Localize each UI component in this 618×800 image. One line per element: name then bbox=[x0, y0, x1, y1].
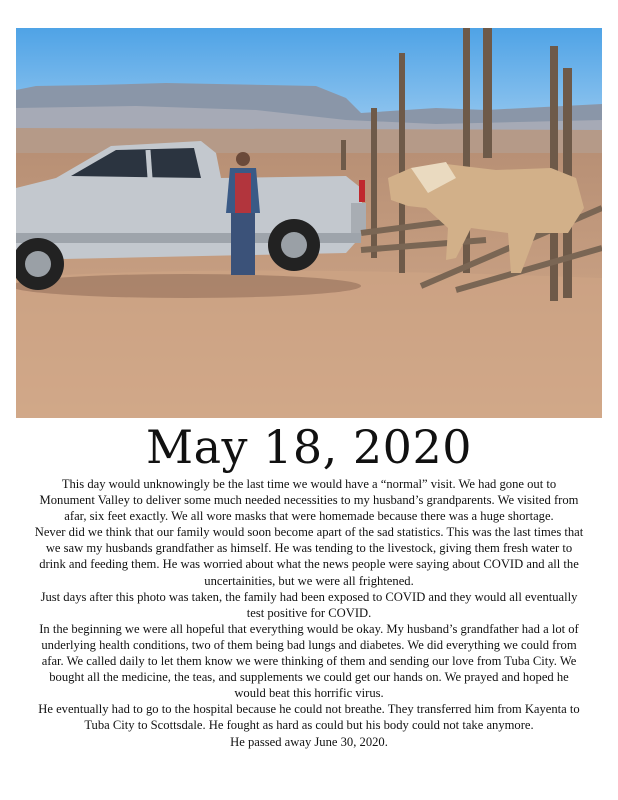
story-paragraph: This day would unknowingly be the last time we would have a “normal” visit. We had gone out to Monument Valley to deliver some much needed necessities to my husband’s grandparents. We visited from afar, six feet exactly. We all wore masks that were homemade because there was a huge shortage. bbox=[39, 477, 579, 524]
story-paragraph: He eventually had to go to the hospital because he could not breathe. They transferred him from Kayenta to Tuba City to Scottsdale. He fought as hard as could but his body could not take anymore. bbox=[38, 702, 580, 733]
story-paragraph: He passed away June 30, 2020. bbox=[230, 734, 388, 749]
story-paragraph: Never did we think that our family would soon become apart of the sad statistics. This was the last times that we saw my husbands grandfather as himself. He was tending to the livestock, giving them fresh water to drink and feeding them. He was worried about what the news people were saying about COVID and all the uncertainities, but we were all frightened. bbox=[34, 525, 584, 588]
landscape-photo-icon bbox=[16, 28, 602, 418]
photo bbox=[16, 28, 602, 418]
story-text bbox=[34, 476, 584, 750]
story-paragraph: Just days after this photo was taken, the family had been exposed to COVID and they would all eventually test positive for COVID. bbox=[40, 589, 578, 620]
story-paragraph: In the beginning we were all hopeful that everything would be okay. My husband’s grandfather had a lot of underlying health conditions, two of them being bad lungs and diabetes. We did everything we could from afar. We called daily to let them know we were thinking of them and sending our love from Tuba City. We bought all the medicine, the teas, and supplements we could get our hands on. We prayed and hoped he would beat this horrific virus. bbox=[39, 621, 579, 701]
page-title: May 18, 2020 bbox=[146, 420, 472, 474]
